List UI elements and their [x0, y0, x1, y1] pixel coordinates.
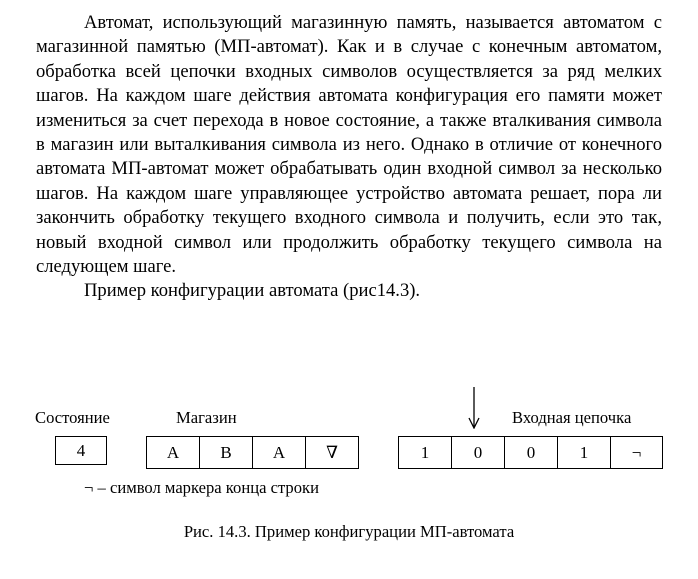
input-cell-current: 0 [451, 436, 505, 469]
input-cell: 0 [504, 436, 558, 469]
paragraph-2: Пример конфигурации автомата (рис14.3). [84, 280, 421, 302]
stack-cell: A [146, 436, 200, 469]
stack-bottom-symbol: ∇ [326, 442, 338, 462]
input-cell: 1 [398, 436, 452, 469]
stack-cell: B [199, 436, 253, 469]
paragraph-1: Автомат, использующий магазинную память, называется автоматом с магазинной памятью (МП-автомат). Как и в случае с конечным автоматом, обработка всей цепочки входных символов осуществляется за ряд мелких шагов. На каждом шаге действия автомата конфигурация его памяти может измениться за счет перехода в новое состояние, а также вталкивания символа в магазин или выталкивания символа из него. Однако в отличие от конечного автомата МП-автомат может обрабатывать один входной символ за несколько шагов. На каждом шаге управляющее устройство автомата решает, пора ли закончить обработку текущего входного символа и получить, если это так, новый входной символ или продолжить обработку текущего символа на следующем шаге. [36, 12, 662, 278]
legend [84, 478, 319, 498]
legend-text: – символ маркера конца строки [93, 478, 319, 497]
read-head-arrow-icon [467, 387, 481, 429]
figure-caption: Рис. 14.3. Пример конфигурации МП-автомата [183, 522, 515, 541]
input-end-marker-cell [610, 436, 663, 469]
stack-label: Магазин [176, 408, 237, 427]
stack-cell: A [252, 436, 306, 469]
legend-marker-symbol: ¬ [84, 478, 94, 497]
state-label: Состояние [35, 408, 110, 427]
input-cell: 1 [557, 436, 611, 469]
state-cell: 4 [55, 436, 107, 465]
end-marker-symbol: ¬ [631, 442, 642, 462]
input-label: Входная цепочка [512, 408, 632, 427]
stack-bottom-cell [305, 436, 359, 469]
text-body [36, 11, 662, 304]
